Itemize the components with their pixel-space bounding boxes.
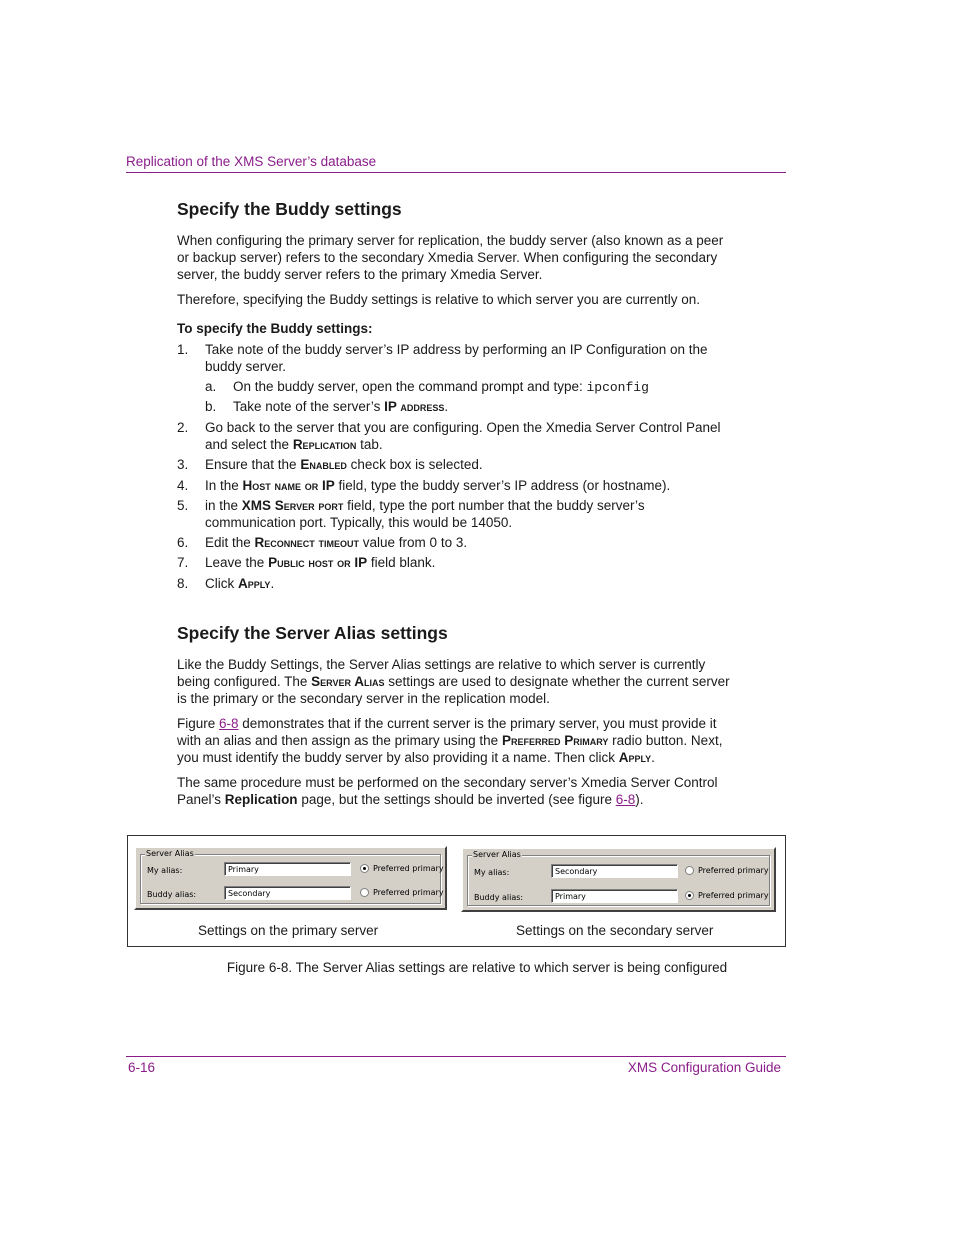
my-alias-label: My alias: xyxy=(147,866,183,875)
radio-unselected-icon xyxy=(685,866,694,875)
radio-selected-icon xyxy=(360,864,369,873)
ui-term: Preferred Primary xyxy=(501,733,609,748)
buddy-alias-input[interactable]: Primary xyxy=(551,889,678,903)
ui-term: XMS Server port xyxy=(241,498,344,513)
alias-intro-paragraph: Like the Buddy Settings, the Server Alias settings are relative to which server is currently being configured. The Server Alias settings are used to designate whether the current server is the primary or the secondary server in the replication model. xyxy=(177,657,730,706)
my-alias-preferred-primary-radio[interactable]: Preferred primary xyxy=(685,866,769,875)
step-8: 8. Click Apply. xyxy=(177,576,275,591)
primary-panel-caption: Settings on the primary server xyxy=(198,923,379,938)
step-6: 6. Edit the Reconnect timeout value from 0 to 3. xyxy=(177,535,468,550)
step-1: 1. Take note of the buddy server’s IP address by performing an IP Configuration on the buddy server. xyxy=(177,342,708,374)
substep-a: a. On the buddy server, open the command prompt and type: ipconfig xyxy=(205,379,649,395)
step-5: 5. in the XMS Server port field, type the port number that the buddy server’s communication port. Typically, this would be 14050. xyxy=(177,498,645,530)
buddy-alias-label: Buddy alias: xyxy=(474,893,524,902)
figure-link[interactable]: 6-8 xyxy=(615,792,636,807)
procedure-title: To specify the Buddy settings: xyxy=(177,321,373,336)
buddy-intro-paragraph: When configuring the primary server for replication, the buddy server (also known as a peer or backup server) refers to the secondary Xmedia Server. When configuring the secondary server, the buddy server refers to the primary Xmedia Server. xyxy=(177,233,724,282)
ui-term: IP address xyxy=(384,399,445,414)
buddy-alias-preferred-primary-radio[interactable]: Preferred primary xyxy=(360,888,444,897)
figure-6-8 xyxy=(127,835,786,947)
command-code: ipconfig xyxy=(586,380,649,395)
page-number: 6-16 xyxy=(128,1060,156,1075)
header-rule xyxy=(126,172,786,173)
server-alias-group: Server Alias My alias: Buddy alias: Secondary Primary Preferred primary Preferred primary xyxy=(467,855,770,906)
secondary-panel-caption: Settings on the secondary server xyxy=(516,923,714,938)
radio-unselected-icon xyxy=(360,888,369,897)
section-heading-buddy: Specify the Buddy settings xyxy=(177,199,402,219)
step-7: 7. Leave the Public host or IP field blank. xyxy=(177,555,436,570)
step-3: 3. Ensure that the Enabled check box is selected. xyxy=(177,457,483,472)
buddy-alias-preferred-primary-radio[interactable]: Preferred primary xyxy=(685,891,769,900)
buddy-alias-label: Buddy alias: xyxy=(147,890,197,899)
ui-term: Server Alias xyxy=(311,674,385,689)
figure-caption: Figure 6-8. The Server Alias settings are relative to which server is being configured xyxy=(226,960,728,975)
my-alias-preferred-primary-radio[interactable]: Preferred primary xyxy=(360,864,444,873)
document-title: XMS Configuration Guide xyxy=(627,1060,781,1075)
server-alias-group: Server Alias My alias: Buddy alias: Primary Secondary Preferred primary Preferred primary xyxy=(140,854,441,904)
server-alias-panel-secondary xyxy=(461,847,776,912)
alias-secondary-paragraph: The same procedure must be performed on the secondary server’s Xmedia Server Control Panel’s Replication page, but the settings should be inverted (see figure 6-8). xyxy=(177,775,718,807)
ui-term: Enabled xyxy=(300,457,347,472)
buddy-alias-input[interactable]: Secondary xyxy=(224,886,351,900)
step-2: 2. Go back to the server that you are configuring. Open the Xmedia Server Control Panel and select the Replication tab. xyxy=(177,420,721,452)
section-heading-server-alias: Specify the Server Alias settings xyxy=(177,623,448,643)
footer-rule xyxy=(126,1056,786,1057)
alias-figure-paragraph: Figure 6-8 demonstrates that if the current server is the primary server, you must provide it with an alias and then assign as the primary using the Preferred Primary radio button. Next, you must identify the buddy server by also providing it a name. Then click Apply. xyxy=(177,716,723,765)
figure-link[interactable]: 6-8 xyxy=(219,716,239,731)
server-alias-panel-primary xyxy=(134,846,447,910)
ui-term: Apply xyxy=(618,750,652,765)
my-alias-label: My alias: xyxy=(474,868,510,877)
ui-term: Reconnect timeout xyxy=(254,535,360,550)
my-alias-input[interactable]: Primary xyxy=(224,862,351,876)
radio-selected-icon xyxy=(685,891,694,900)
buddy-relative-paragraph: Therefore, specifying the Buddy settings is relative to which server you are currently on. xyxy=(177,292,700,307)
running-header: Replication of the XMS Server’s database xyxy=(126,154,377,169)
substep-b: b. Take note of the server’s IP address. xyxy=(205,399,449,414)
ui-term: Public host or IP xyxy=(268,555,368,570)
ui-term: Apply xyxy=(238,576,271,591)
ui-term: Host name or IP xyxy=(242,478,335,493)
ui-term: Replication xyxy=(292,437,357,452)
my-alias-input[interactable]: Secondary xyxy=(551,864,678,878)
step-4: 4. In the Host name or IP field, type the buddy server’s IP address (or hostname). xyxy=(177,478,671,493)
